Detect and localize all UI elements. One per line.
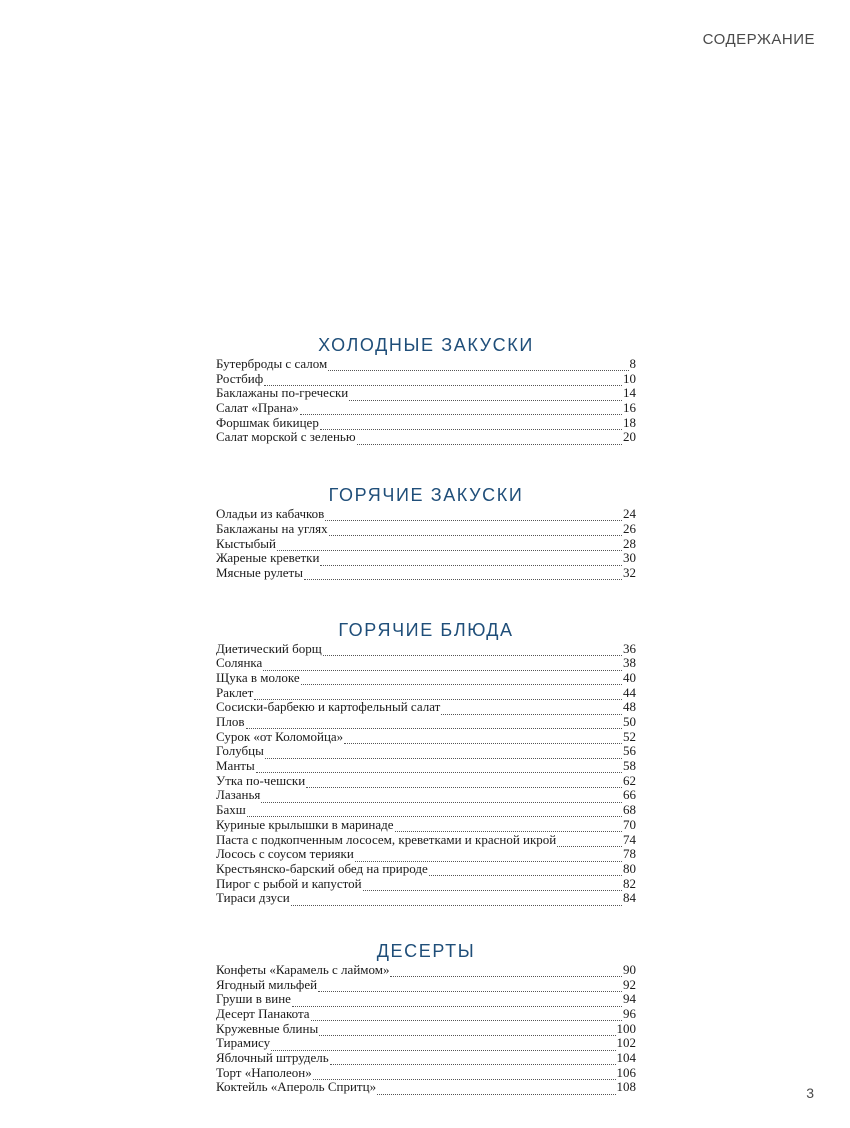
toc-entry-page-number: 32 bbox=[623, 564, 636, 580]
dot-leader bbox=[441, 705, 622, 715]
toc-entry[interactable] bbox=[216, 566, 636, 581]
section-title: ГОРЯЧИЕ ЗАКУСКИ bbox=[328, 485, 524, 506]
toc-entry-label: Конфеты «Карамель с лаймом» bbox=[216, 961, 390, 977]
toc-entry-page-number: 90 bbox=[623, 961, 636, 977]
toc-entry[interactable] bbox=[216, 507, 636, 522]
toc-entry-label: Солянка bbox=[216, 655, 263, 671]
toc-entry-label: Салат морской с зеленью bbox=[216, 429, 356, 445]
dot-leader bbox=[292, 997, 622, 1007]
toc-entry-page-number: 58 bbox=[623, 758, 636, 774]
toc-entry-page-number: 68 bbox=[623, 802, 636, 818]
toc-entry[interactable] bbox=[216, 416, 636, 431]
toc-entry[interactable] bbox=[216, 818, 636, 833]
toc-entry[interactable] bbox=[216, 686, 636, 701]
toc-entry-label: Голубцы bbox=[216, 743, 264, 759]
toc-entry[interactable] bbox=[216, 700, 636, 715]
toc-entry-page-number: 70 bbox=[623, 816, 636, 832]
dot-leader bbox=[277, 541, 622, 551]
toc-entry-label: Торт «Наполеон» bbox=[216, 1064, 312, 1080]
toc-entry-page-number: 94 bbox=[623, 991, 636, 1007]
toc-entry-page-number: 26 bbox=[623, 520, 636, 536]
toc-entry[interactable] bbox=[216, 759, 636, 774]
toc-entry-page-number: 10 bbox=[623, 370, 636, 386]
toc-entry[interactable] bbox=[216, 891, 636, 906]
toc-entry-label: Жареные креветки bbox=[216, 550, 320, 566]
toc-entry-page-number: 102 bbox=[616, 1035, 636, 1051]
toc-entry[interactable] bbox=[216, 642, 636, 657]
toc-entry-page-number: 108 bbox=[616, 1079, 636, 1095]
toc-entry-label: Десерт Панакота bbox=[216, 1006, 310, 1021]
toc-entry-label: Кыстыбый bbox=[216, 535, 276, 551]
dot-leader bbox=[330, 1055, 616, 1065]
toc-entry-page-number: 74 bbox=[623, 831, 636, 847]
toc-entry-label: Кружевные блины bbox=[216, 1020, 319, 1036]
toc-entry[interactable] bbox=[216, 744, 636, 759]
toc-entry[interactable] bbox=[216, 978, 636, 993]
toc-entry-page-number: 8 bbox=[629, 356, 636, 371]
toc-entry-label: Бахш bbox=[216, 802, 246, 818]
section-title: ХОЛОДНЫЕ ЗАКУСКИ bbox=[318, 335, 534, 355]
dot-leader bbox=[377, 1085, 615, 1095]
toc-entry-page-number: 40 bbox=[623, 669, 636, 685]
dot-leader bbox=[344, 734, 622, 744]
toc-entry-list bbox=[216, 357, 636, 445]
dot-leader bbox=[247, 807, 622, 817]
toc-entry-page-number: 20 bbox=[623, 429, 636, 445]
dot-leader bbox=[395, 822, 622, 832]
toc-entry-page-number: 78 bbox=[623, 846, 636, 862]
toc-entry[interactable] bbox=[216, 1080, 636, 1095]
toc-entry[interactable] bbox=[216, 1022, 636, 1037]
toc-entry[interactable] bbox=[216, 847, 636, 862]
toc-entry-page-number: 48 bbox=[623, 699, 636, 715]
toc-entry-label: Баклажаны по-гречески bbox=[216, 385, 349, 401]
dot-leader bbox=[246, 719, 622, 729]
toc-entry[interactable] bbox=[216, 774, 636, 789]
toc-entry-list bbox=[216, 507, 636, 580]
toc-entry-label: Ростбиф bbox=[216, 370, 264, 386]
dot-leader bbox=[323, 646, 622, 656]
dot-leader bbox=[363, 881, 622, 891]
toc-entry-label: Сосиски-барбекю и картофельный салат bbox=[216, 699, 441, 715]
toc-entry-page-number: 92 bbox=[623, 976, 636, 992]
toc-entry-label: Салат «Прана» bbox=[216, 400, 299, 416]
toc-entry[interactable] bbox=[216, 671, 636, 686]
dot-leader bbox=[256, 763, 622, 773]
dot-leader bbox=[261, 793, 622, 803]
toc-entry-page-number: 24 bbox=[623, 506, 636, 522]
toc-entry-page-number: 50 bbox=[623, 714, 636, 729]
toc-entry-page-number: 62 bbox=[623, 772, 636, 788]
toc-entry[interactable] bbox=[216, 551, 636, 566]
toc-entry-label: Диетический борщ bbox=[216, 640, 322, 656]
toc-entry-label: Плов bbox=[216, 714, 245, 729]
page-number: 3 bbox=[806, 1085, 814, 1101]
section-title: ДЕСЕРТЫ bbox=[376, 940, 476, 961]
section-title: ГОРЯЧИЕ БЛЮДА bbox=[338, 619, 514, 640]
dot-leader bbox=[329, 526, 622, 536]
dot-leader bbox=[318, 982, 622, 992]
toc-section-hot-dishes bbox=[216, 618, 636, 906]
toc-entry-page-number: 100 bbox=[616, 1020, 636, 1036]
toc-entry-page-number: 56 bbox=[623, 743, 636, 759]
dot-leader bbox=[300, 405, 622, 415]
toc-entry[interactable] bbox=[216, 537, 636, 552]
toc-entry-page-number: 52 bbox=[623, 728, 636, 744]
toc-entry-label: Куриные крылышки в маринаде bbox=[216, 816, 394, 832]
dot-leader bbox=[271, 1041, 615, 1051]
toc-entry[interactable] bbox=[216, 833, 636, 848]
toc-section-desserts bbox=[216, 939, 636, 1095]
toc-entry[interactable] bbox=[216, 1051, 636, 1066]
toc-entry-label: Груши в вине bbox=[216, 991, 291, 1007]
dot-leader bbox=[306, 778, 622, 788]
toc-entry-list bbox=[216, 963, 636, 1095]
toc-entry-page-number: 16 bbox=[623, 400, 636, 416]
toc-entry-page-number: 36 bbox=[623, 640, 636, 656]
toc-entry[interactable] bbox=[216, 715, 636, 730]
toc-entry-label: Баклажаны на углях bbox=[216, 520, 328, 536]
toc-entry-label: Коктейль «Апероль Спритц» bbox=[216, 1079, 377, 1095]
toc-entry[interactable] bbox=[216, 522, 636, 537]
toc-entry-page-number: 28 bbox=[623, 535, 636, 551]
toc-entry-page-number: 82 bbox=[623, 875, 636, 891]
toc-entry-page-number: 14 bbox=[623, 385, 636, 401]
toc-entry[interactable] bbox=[216, 803, 636, 818]
toc-entry[interactable] bbox=[216, 992, 636, 1007]
dot-leader bbox=[320, 420, 622, 430]
toc-entry-label: Ягодный мильфей bbox=[216, 976, 318, 992]
toc-entry[interactable] bbox=[216, 386, 636, 401]
dot-leader bbox=[311, 1011, 622, 1021]
toc-entry-page-number: 44 bbox=[623, 684, 636, 700]
toc-entry[interactable] bbox=[216, 1007, 636, 1022]
dot-leader bbox=[557, 837, 622, 847]
toc-entry[interactable] bbox=[216, 1036, 636, 1051]
dot-leader bbox=[313, 1070, 616, 1080]
toc-entry[interactable] bbox=[216, 788, 636, 803]
toc-entry[interactable] bbox=[216, 1066, 636, 1081]
dot-leader bbox=[328, 361, 628, 371]
toc-entry-label: Тираси дзуси bbox=[216, 890, 290, 906]
dot-leader bbox=[325, 511, 622, 521]
toc-entry[interactable] bbox=[216, 730, 636, 745]
running-head-title: СОДЕРЖАНИЕ bbox=[702, 31, 815, 48]
toc-entry-label: Тирамису bbox=[216, 1035, 271, 1051]
toc-entry-page-number: 38 bbox=[623, 655, 636, 671]
toc-entry-label: Сурок «от Коломойца» bbox=[216, 728, 344, 744]
dot-leader bbox=[355, 852, 622, 862]
dot-leader bbox=[319, 1026, 615, 1036]
toc-entry-page-number: 18 bbox=[623, 414, 636, 430]
toc-entry-label: Мясные рулеты bbox=[216, 564, 303, 580]
toc-entry-list bbox=[216, 642, 636, 906]
toc-entry-label: Паста с подкопченным лососем, креветками и красной икрой bbox=[216, 831, 557, 847]
toc-entry-page-number: 80 bbox=[623, 860, 636, 876]
dot-leader bbox=[304, 570, 622, 580]
toc-entry-page-number: 104 bbox=[616, 1050, 636, 1066]
toc-entry-label: Крестьянско-барский обед на природе bbox=[216, 860, 428, 876]
toc-entry-page-number: 84 bbox=[623, 890, 636, 906]
toc-entry-label: Бутерброды с салом bbox=[216, 356, 328, 371]
toc-entry-page-number: 106 bbox=[616, 1064, 636, 1080]
toc-entry[interactable] bbox=[216, 963, 636, 978]
table-of-contents bbox=[216, 333, 636, 1095]
toc-section-hot-appetizers bbox=[216, 483, 636, 580]
toc-entry-page-number: 96 bbox=[623, 1006, 636, 1021]
dot-leader bbox=[263, 661, 622, 671]
toc-entry[interactable] bbox=[216, 372, 636, 387]
toc-entry[interactable] bbox=[216, 357, 636, 372]
toc-section-cold-appetizers bbox=[216, 333, 636, 445]
toc-entry-page-number: 66 bbox=[623, 787, 636, 803]
toc-entry-label: Пирог с рыбой и капустой bbox=[216, 875, 362, 891]
toc-entry[interactable] bbox=[216, 877, 636, 892]
toc-entry-label: Манты bbox=[216, 758, 255, 774]
dot-leader bbox=[265, 749, 622, 759]
dot-leader bbox=[320, 556, 622, 566]
dot-leader bbox=[349, 391, 622, 401]
dot-leader bbox=[301, 675, 622, 685]
dot-leader bbox=[291, 896, 622, 906]
toc-entry[interactable] bbox=[216, 401, 636, 416]
toc-entry-label: Лосось с соусом терияки bbox=[216, 846, 354, 862]
toc-entry-label: Утка по-чешски bbox=[216, 772, 306, 788]
toc-entry-label: Яблочный штрудель bbox=[216, 1050, 329, 1066]
toc-entry-page-number: 30 bbox=[623, 550, 636, 566]
toc-entry-label: Оладьи из кабачков bbox=[216, 506, 325, 522]
dot-leader bbox=[254, 690, 622, 700]
toc-entry[interactable] bbox=[216, 862, 636, 877]
dot-leader bbox=[264, 376, 622, 386]
toc-entry[interactable] bbox=[216, 656, 636, 671]
dot-leader bbox=[429, 866, 622, 876]
toc-entry-label: Форшмак бикицер bbox=[216, 414, 319, 430]
dot-leader bbox=[390, 967, 622, 977]
toc-entry-label: Щука в молоке bbox=[216, 669, 300, 685]
toc-entry-label: Раклет bbox=[216, 684, 254, 700]
toc-entry[interactable] bbox=[216, 430, 636, 445]
dot-leader bbox=[357, 435, 622, 445]
toc-entry-label: Лазанья bbox=[216, 787, 261, 803]
